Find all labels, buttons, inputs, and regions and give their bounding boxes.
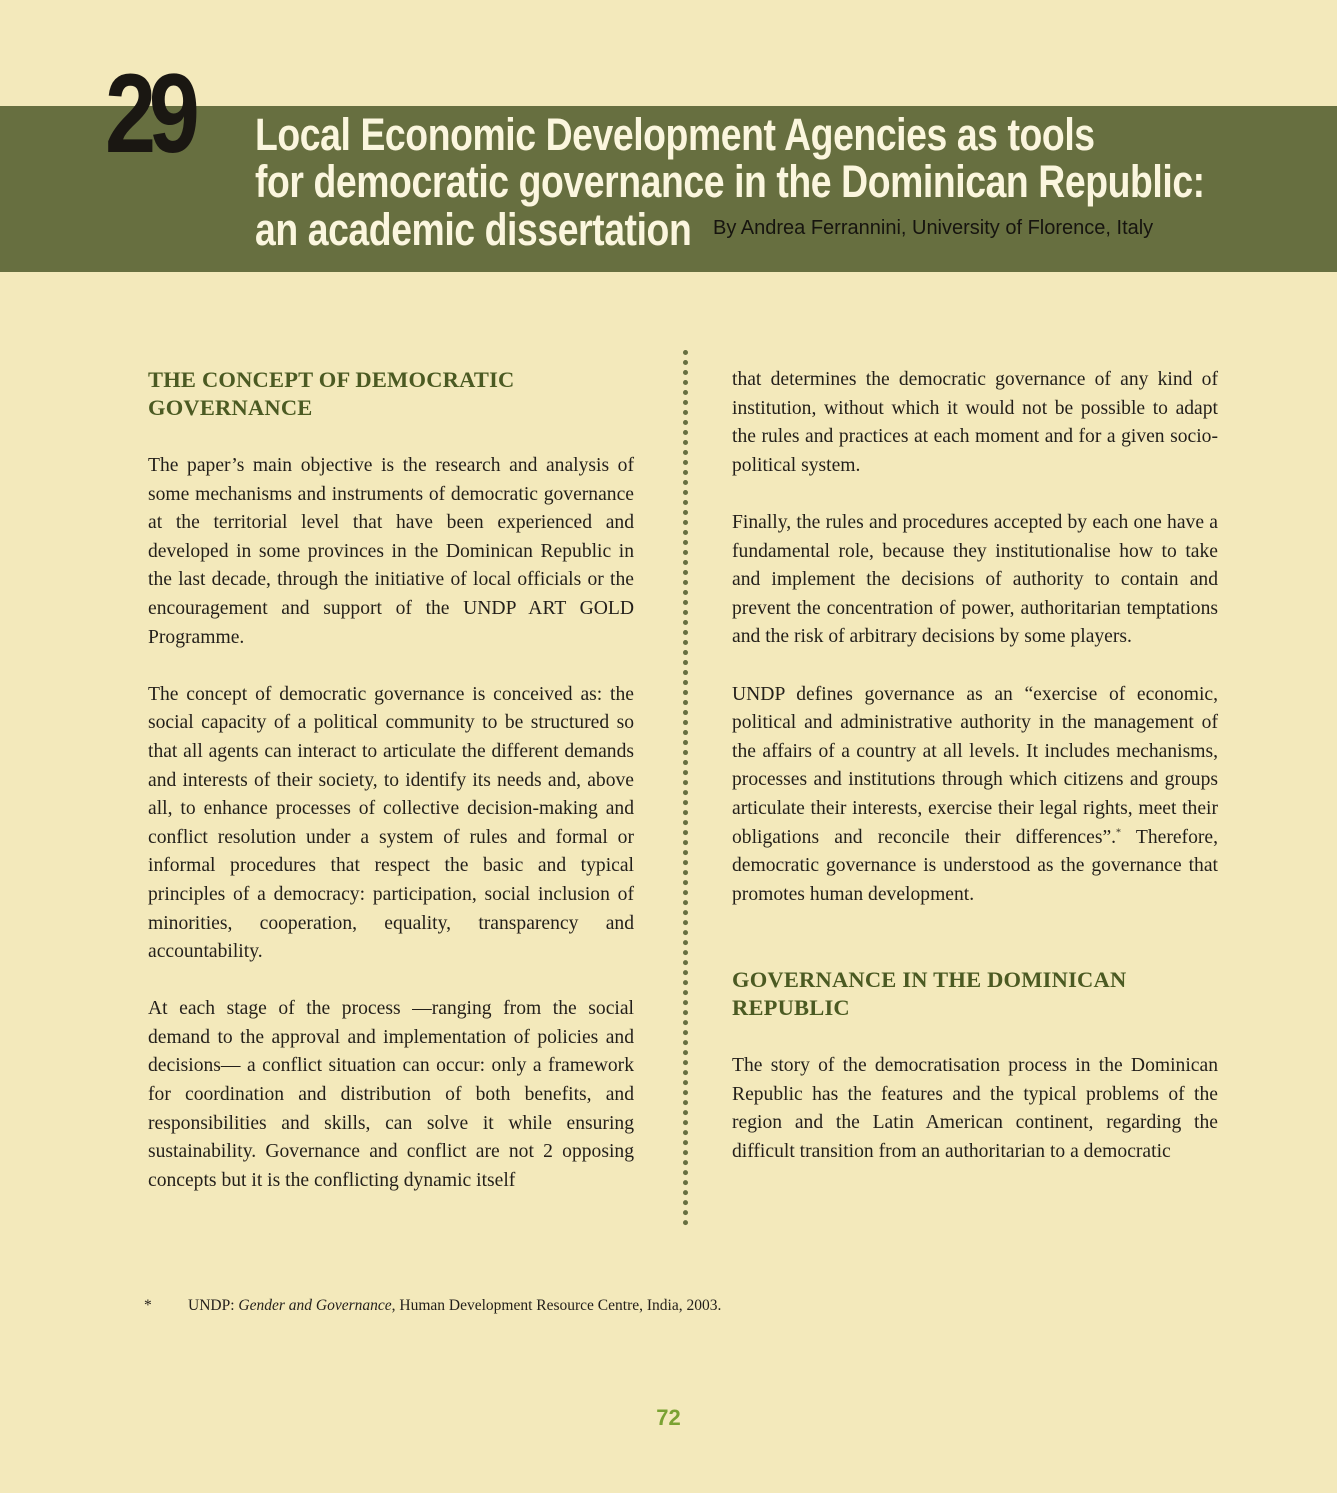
chapter-title-line-1: Local Economic Development Agencies as tools	[255, 109, 1095, 160]
chapter-title-line-2: for democratic governance in the Dominican Republic:	[255, 156, 1205, 207]
footnote-suffix: , Human Development Resource Centre, India, 2003.	[391, 1297, 722, 1314]
body-paragraph: The paper’s main objective is the research and analysis of some mechanisms and instruments of democratic governance at the territorial level that have been experienced and developed in some provinces in the Dominican Republic in the last decade, through the initiative of local officials or the encouragement and support of the UNDP ART GOLD Programme.	[148, 455, 634, 648]
body-paragraph: At each stage of the process —ranging from the social demand to the approval and implementation of policies and decisions— a conflict situation can occur: only a framework for coordination and distribution of both benefits, and responsibilities and skills, can solve it while ensuring sustainability. Governance and conflict are not 2 opposing concepts but it is the conflicting dynamic itself	[148, 998, 634, 1191]
author-byline: By Andrea Ferrannini, University of Florence, Italy	[713, 217, 1154, 239]
footnote-mark: *	[144, 1297, 152, 1314]
chapter-title-line-3: an academic dissertation	[255, 204, 692, 255]
right-column	[732, 366, 1218, 1167]
footnote-title: Gender and Governance	[238, 1297, 392, 1314]
footnote	[144, 1296, 721, 1316]
left-column	[148, 366, 634, 1195]
body-paragraph: The concept of democratic governance is conceived as: the social capacity of a political community to be structured so that all agents can interact to articulate the different demands and interests of their society, to identify its needs and, above all, to enhance processes of collective decision-making and conflict resolution under a system of rules and formal or informal procedures that respect the basic and typical principles of a democracy: participation, social inclusion of minorities, cooperation, equality, transparency and accountability.	[148, 683, 634, 963]
paragraph-text: UNDP defines governance as an “exercise of economic, political and administrative authority in the management of the affairs of a country at all levels. It includes mechanisms, processes and institutions through which citizens and groups articulate their interests, exercise their legal rights, meet their obligations and reconcile their differences”.	[732, 683, 1218, 848]
heading-line: THE CONCEPT OF DEMOCRATIC	[148, 367, 515, 392]
heading-line: GOVERNANCE	[148, 395, 313, 420]
body-paragraph: Finally, the rules and procedures accepted by each one have a fundamental role, because they institutionalise how to take and implement the decisions of authority to contain and prevent the concentration of power, authoritarian temptations and the risk of arbitrary decisions by some players.	[732, 511, 1218, 648]
column-divider	[683, 350, 688, 1226]
section-heading-dominican-governance	[732, 966, 1218, 1022]
chapter-number: 29	[105, 51, 193, 176]
heading-line: GOVERNANCE IN THE DOMINICAN	[732, 967, 1127, 993]
body-paragraph-undp-definition	[732, 681, 1218, 910]
page-number: 72	[656, 1405, 681, 1430]
body-paragraph: The story of the democratisation process in the Dominican Republic has the features and the typical problems of the region and the Latin American continent, regarding the difficult transition from an authoritarian to a democratic	[732, 1055, 1218, 1163]
paragraph-text: Therefore, democratic governance is understood as the governance that promotes human development.	[732, 826, 1218, 905]
body-paragraph: that determines the democratic governance of any kind of institution, without which it would not be possible to adapt the rules and practices at each moment and for a given socio-political system.	[732, 369, 1218, 476]
footnote-prefix: UNDP:	[188, 1297, 239, 1314]
heading-line: REPUBLIC	[732, 995, 850, 1021]
footnote-reference: *	[1116, 826, 1122, 838]
section-heading-democratic-governance	[148, 366, 634, 422]
